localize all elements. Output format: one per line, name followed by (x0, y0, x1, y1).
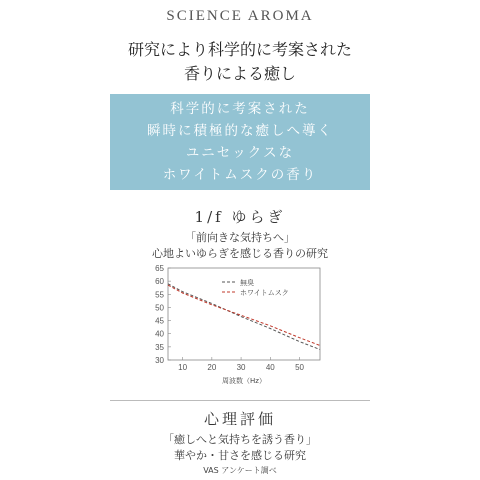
highlight-line-2: 瞬時に積極的な癒しへ導く (147, 123, 333, 139)
x-tick-label: 50 (295, 363, 304, 372)
x-axis-label: 周波数（Hz） (222, 377, 266, 385)
section1-sub-line-2: 心地よいゆらぎを感じる香りの研究 (152, 247, 328, 260)
y-tick-label: 60 (155, 277, 164, 287)
highlight-line-4: ホワイトムスクの香り (162, 167, 318, 183)
y-tick-label: 30 (155, 356, 164, 365)
highlight-box (110, 94, 370, 190)
section-title-fluctuation: 1/f ゆらぎ (194, 208, 286, 226)
x-tick-label: 10 (178, 363, 188, 372)
section2-sub-line-1: 「癒しへと気持ちを誘う香り」 (163, 433, 317, 446)
section2-subtext (0, 432, 480, 464)
y-tick-label: 50 (155, 303, 164, 313)
y-tick-label: 65 (155, 264, 164, 273)
section-title-psychology: 心理評価 (203, 410, 276, 428)
headline-line-1: 研究により科学的に考案された (127, 40, 352, 59)
y-tick-label: 40 (155, 329, 164, 339)
section1-subtext (0, 230, 480, 262)
x-tick-label: 20 (207, 363, 217, 372)
headline-line-2: 香りによる癒し (183, 64, 296, 83)
x-tick-label: 40 (265, 363, 275, 372)
section2-sub-line-2: 華やか・甘さを感じる研究 (174, 449, 306, 462)
frequency-line-chart (140, 262, 330, 392)
highlight-line-3: ユニセックスな (185, 145, 295, 161)
headline (0, 38, 480, 86)
y-tick-label: 45 (155, 316, 164, 326)
y-tick-label: 55 (155, 290, 164, 300)
brand-title: SCIENCE AROMA (166, 8, 314, 24)
x-tick-label: 30 (236, 363, 246, 372)
section-divider (110, 400, 370, 401)
y-tick-label: 35 (155, 342, 164, 352)
legend-label: 無臭 (240, 279, 254, 287)
section1-sub-line-1: 「前向きな気持ちへ」 (185, 231, 295, 244)
highlight-line-1: 科学的に考案された (170, 101, 310, 117)
legend-label: ホワイトムスク (240, 289, 289, 297)
survey-footnote: VAS アンケート調べ (203, 466, 277, 475)
